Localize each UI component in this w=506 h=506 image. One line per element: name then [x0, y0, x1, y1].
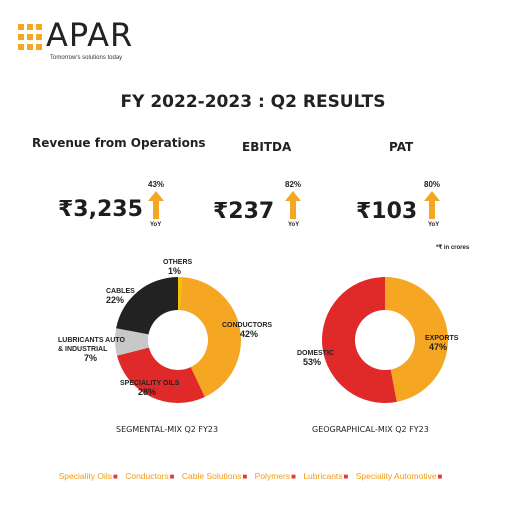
kpi-yoy-ebitda: YoY: [288, 222, 300, 228]
kpi-yoy-pat: YoY: [428, 222, 440, 228]
kpi-label-revenue: Revenue from Operations: [32, 136, 206, 150]
segment-label-speciality-oils: SPECIALITY OILS 28%: [120, 380, 180, 397]
footer-item: Cable Solutions: [181, 471, 242, 481]
brand-name: APAR: [46, 16, 134, 54]
footer-item: Speciality Automotive: [355, 471, 437, 481]
segment-label-lubricants: LUBRICANTS AUTO & INDUSTRIAL 7%: [58, 337, 125, 363]
brand-tagline: Tomorrow's solutions today: [50, 55, 123, 61]
bullet-icon: ■: [169, 472, 175, 481]
up-arrow-icon: [148, 191, 164, 219]
kpi-growth-revenue: 43%: [148, 180, 165, 189]
bullet-icon: ■: [437, 472, 443, 481]
bullet-icon: ■: [242, 472, 248, 481]
slice-cables: [116, 277, 178, 334]
segment-label-cables: CABLES 22%: [106, 288, 135, 305]
kpi-value-ebitda: ₹237: [213, 199, 275, 224]
kpi-value-revenue: ₹3,235: [58, 197, 143, 222]
footer-item: Polymers: [254, 471, 291, 481]
kpi-yoy-revenue: YoY: [150, 222, 162, 228]
bullet-icon: ■: [291, 472, 296, 481]
business-segments-footer: [0, 471, 506, 481]
page-title: FY 2022-2023 : Q2 RESULTS: [120, 92, 386, 112]
kpi-growth-pat: 80%: [424, 180, 441, 189]
bullet-icon: ■: [112, 472, 118, 481]
segment-label-exports: EXPORTS 47%: [425, 335, 459, 352]
kpi-growth-ebitda: 82%: [285, 180, 302, 189]
footer-item: Speciality Oils: [58, 471, 112, 481]
footer-item: Conductors: [125, 471, 169, 481]
segment-label-domestic: DOMESTIC 53%: [297, 350, 334, 367]
kpi-label-ebitda: EBITDA: [242, 140, 292, 154]
chart-title-segmental: SEGMENTAL-MIX Q2 FY23: [116, 425, 219, 434]
up-arrow-icon: [285, 191, 301, 219]
apar-logo-icon: [18, 24, 42, 50]
kpi-label-pat: PAT: [389, 140, 414, 154]
segment-label-conductors: CONDUCTORS 42%: [222, 322, 273, 339]
footer-item: Lubricants: [303, 471, 343, 481]
currency-note: *₹ in crores: [436, 245, 470, 251]
segment-label-others: OTHERS 1%: [163, 259, 193, 276]
up-arrow-icon: [424, 191, 440, 219]
chart-title-geographical: GEOGRAPHICAL-MIX Q2 FY23: [312, 425, 429, 434]
kpi-value-pat: ₹103: [356, 199, 418, 224]
bullet-icon: ■: [343, 472, 349, 481]
